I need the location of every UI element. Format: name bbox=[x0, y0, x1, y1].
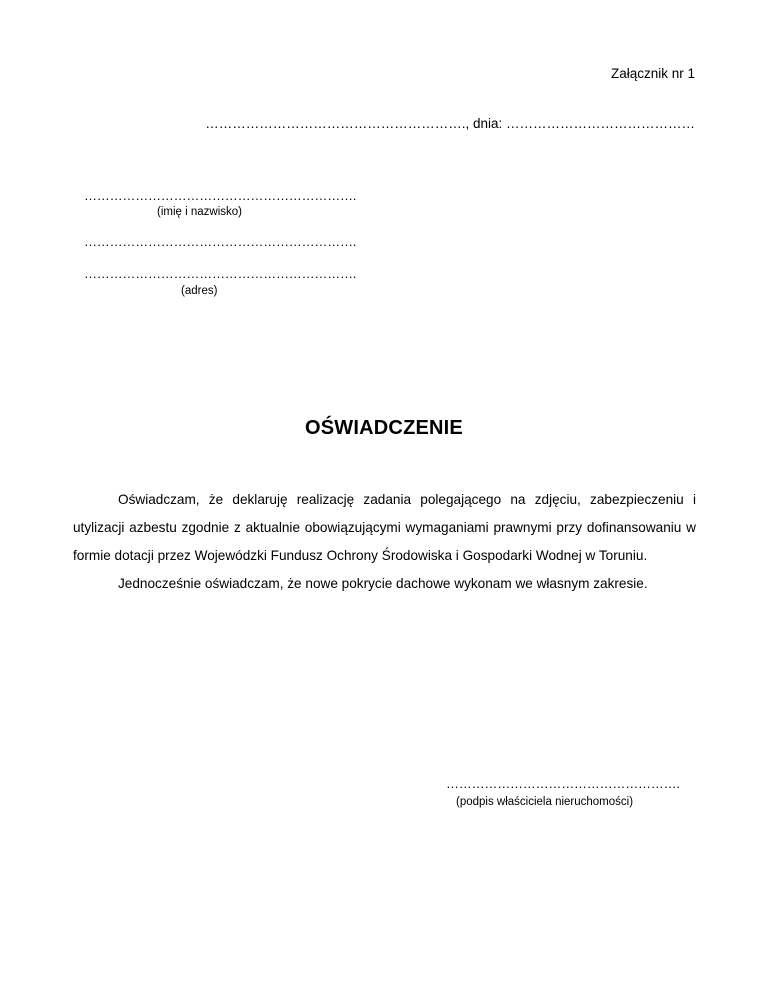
address-caption: (adres) bbox=[181, 285, 218, 297]
statement-paragraph-1: Oświadczam, że deklaruję realizację zadania polegającego na zdjęciu, zabezpieczeniu i utylizacji azbestu zgodnie z aktualnie obowiązującymi wymaganiami prawnymi przy dofinansowaniu w formie dotacji przez Wojewódzki Fundusz Ochrony Środowiska i Gospodarki Wodnej w Toruniu. bbox=[73, 492, 696, 563]
place-date-line: …………………………………………………., dnia: …………………………………… bbox=[205, 116, 695, 131]
annex-label: Załącznik nr 1 bbox=[610, 66, 695, 81]
signature-caption: (podpis właściciela nieruchomości) bbox=[456, 796, 634, 808]
name-field-dots: ………………………………………………………. bbox=[84, 188, 357, 203]
name-caption: (imię i nazwisko) bbox=[157, 206, 242, 218]
statement-body bbox=[73, 486, 696, 598]
document-title: OŚWIADCZENIE bbox=[305, 417, 463, 439]
statement-paragraph-2: Jednocześnie oświadczam, że nowe pokrycie dachowe wykonam we własnym zakresie. bbox=[118, 576, 648, 591]
signature-dots: ………………………………………………. bbox=[446, 776, 680, 791]
address-line2-dots: ………………………………………………………. bbox=[84, 266, 357, 281]
address-line1-dots: ………………………………………………………. bbox=[84, 234, 357, 249]
